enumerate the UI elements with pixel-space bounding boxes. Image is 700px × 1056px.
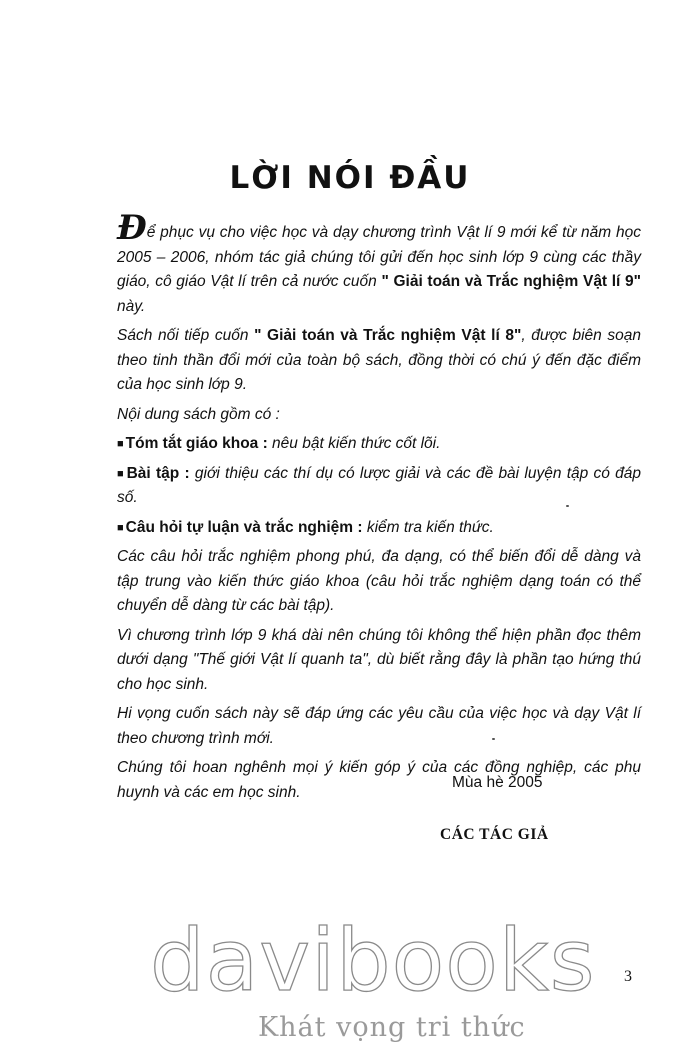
continuation-text-1: Sách nối tiếp cuốn xyxy=(117,327,255,344)
bullet-item-exercises xyxy=(117,462,641,511)
paragraph-intro xyxy=(117,208,641,319)
continuation-book-title: " Giải toán và Trắc nghiệm Vật lí 8" xyxy=(254,327,522,344)
page-title: LỜI NÓI ĐẦU xyxy=(229,160,471,196)
paragraph-feedback: Chúng tôi hoan nghênh mọi ý kiến góp ý của các đồng nghiệp, các phụ huynh và các em học sinh. xyxy=(117,759,641,801)
drop-cap-letter: Đ xyxy=(117,208,147,248)
paragraph-continuation xyxy=(117,324,641,398)
bullet-item-questions xyxy=(117,516,641,541)
bullet-questions-text: kiểm tra kiến thức. xyxy=(362,518,494,536)
bullet-square-icon: ■ xyxy=(117,438,124,450)
paragraph-contents-intro: Nội dung sách gồm có : xyxy=(117,405,280,423)
paragraph-hope: Hi vọng cuốn sách này sẽ đáp ứng các yêu cầu của việc học và dạy Vật lí theo chương trình mới. xyxy=(117,705,641,747)
page-number: 3 xyxy=(624,968,632,985)
print-speck xyxy=(566,505,569,507)
intro-text-2: này. xyxy=(117,297,146,315)
signature-date: Mùa hè 2005 xyxy=(452,774,543,791)
bullet-exercises-text: giới thiệu các thí dụ có lược giải và các đề bài luyện tập có đáp số. xyxy=(117,464,641,506)
print-speck xyxy=(492,738,495,740)
intro-book-title: " Giải toán và Trắc nghiệm Vật lí 9" xyxy=(381,273,641,290)
bullet-square-icon: ■ xyxy=(117,467,125,480)
paragraph-program: Vì chương trình lớp 9 khá dài nên chúng tôi không thể hiện phần đọc thêm dưới dạng "Thế giới Vật lí quanh ta", dù biết rằng đây là phần tạo hứng thú cho học sinh. xyxy=(117,626,641,693)
bullet-exercises-label: Bài tập : xyxy=(126,464,190,482)
bullet-square-icon: ■ xyxy=(117,521,124,534)
bullet-summary-label: Tóm tắt giáo khoa : xyxy=(125,435,268,452)
preface-body xyxy=(117,208,641,810)
bullet-summary-text: nêu bật kiến thức cốt lõi. xyxy=(267,435,441,452)
watermark-slogan: Khát vọng tri thức xyxy=(258,1012,526,1043)
bullet-item-summary xyxy=(117,432,641,457)
bullet-questions-label: Câu hỏi tự luận và trắc nghiệm : xyxy=(125,518,363,536)
intro-text-1: ể phục vụ cho việc học và dạy chương trình Vật lí 9 mới kể từ năm học 2005 – 2006, nhóm tác giả chúng tôi gửi đến học sinh lớp 9 cùng các thầy giáo, cô giáo Vật lí trên cả nước cuốn xyxy=(117,224,641,290)
continuation-text-2: , được biên soạn theo tinh thần đổi mới của toàn bộ sách, đồng thời có chú ý đến đặc điểm của học sinh lớp 9. xyxy=(117,327,641,393)
signature-authors: CÁC TÁC GIẢ xyxy=(440,826,549,843)
paragraph-questions: Các câu hỏi trắc nghiệm phong phú, đa dạng, có thể biến đổi dễ dàng và tập trung vào kiến thức giáo khoa (câu hỏi trắc nghiệm dạng toán có thể chuyển dễ dàng từ các bài tập). xyxy=(117,548,641,614)
watermark-logo: davibooks xyxy=(150,911,596,1011)
